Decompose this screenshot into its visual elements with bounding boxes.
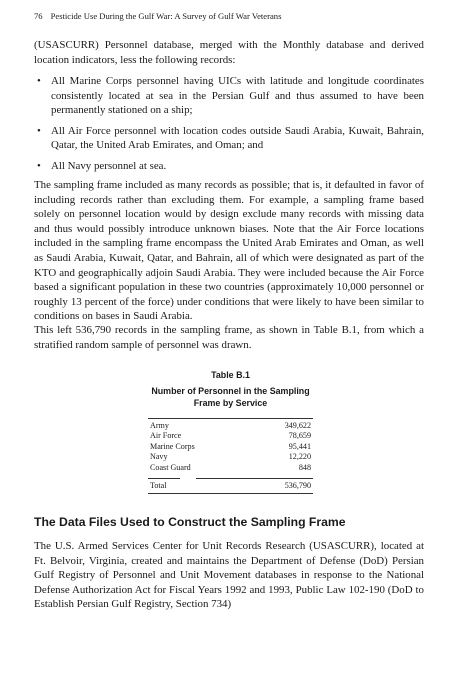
service-cell: Coast Guard — [150, 462, 191, 472]
list-item: • All Navy personnel at sea. — [34, 159, 424, 174]
data-files-block — [34, 539, 424, 612]
exclusion-list-block — [34, 74, 424, 174]
exclusion-list — [34, 74, 424, 174]
table-row — [148, 463, 313, 473]
total-label: Total — [150, 481, 167, 490]
intro-block — [34, 38, 424, 67]
table-row — [148, 431, 313, 441]
records-left-block — [34, 323, 424, 352]
count-cell: 95,441 — [288, 441, 311, 451]
section-heading: The Data Files Used to Construct the Sampling Frame — [34, 515, 346, 529]
personnel-table — [148, 421, 313, 473]
table-row — [148, 452, 313, 462]
running-header — [34, 11, 281, 21]
sampling-frame-block — [34, 178, 424, 324]
table-title-line-2: Frame by Service — [193, 398, 268, 408]
page-number: 76 — [34, 11, 43, 21]
table-bottom-rule — [148, 493, 313, 494]
total-rule-right — [196, 478, 313, 479]
count-cell: 12,220 — [288, 452, 311, 462]
table-row-total — [148, 481, 313, 491]
list-item: • All Air Force personnel with location codes outside Saudi Arabia, Kuwait, Bahrain, Qatar, the United Arab Emirates, and Oman; and — [34, 124, 424, 153]
table-number: Table B.1 — [211, 370, 250, 380]
count-cell: 848 — [298, 462, 311, 472]
table-title-line-1: Number of Personnel in the Sampling — [151, 386, 310, 396]
records-left-paragraph: This left 536,790 records in the sampling frame, as shown in Table B.1, from which a stratified random sample of personnel was drawn. — [34, 324, 424, 351]
list-item: • All Marine Corps personnel having UICs with latitude and longitude coordinates consistently located at sea in the Persian Gulf and thus assumed to have been permanently stationed on a ship; — [34, 74, 424, 118]
service-cell: Navy — [150, 452, 168, 462]
running-title: Pesticide Use During the Gulf War: A Survey of Gulf War Veterans — [50, 11, 282, 21]
total-rule-left — [148, 478, 180, 479]
intro-paragraph: (USASCURR) Personnel database, merged with the Monthly database and derived location indicators, less the following records: — [34, 39, 424, 66]
count-cell: 349,622 — [284, 421, 311, 430]
table-top-rule — [148, 418, 313, 419]
data-files-paragraph: The U.S. Armed Services Center for Unit Records Research (USASCURR), located at Ft. Belvoir, Virginia, created and maintains the Department of Defense (DoD) Persian Gulf Registry of Personnel and Unit Movement databases in response to the National Defense Authorization Act for Fiscal Years 1992 and 1993, Public Law 102-190 (DoD to Establish Persian Gulf Registry, Section 734) — [34, 540, 424, 611]
count-cell: 78,659 — [288, 431, 311, 441]
total-table — [148, 481, 313, 491]
sampling-frame-paragraph: The sampling frame included as many records as possible; that is, it defaulted in favor of including records rather than excluding them. For example, a sampling frame based solely on personnel location would by design exclude many records with missing data and thus would possibly introduce unknown biases. Note that the Air Force locations included in the sampling frame encompass the United Arab Emirates and Oman, as well as Saudi Arabia, Kuwait, Qatar, and Bahrain, all of which were designated as part of the KTO and geographically adjoin Saudi Arabia. They were included because the Air Force based a significant population in these two countries (approximately 10,000 personnel or roughly 13 percent of the force) under conditions that were likely to have been similar to conditions on bases in Saudi Arabia. — [34, 179, 424, 323]
table-row — [148, 421, 313, 431]
service-cell: Marine Corps — [150, 441, 195, 451]
service-cell: Army — [150, 421, 169, 430]
total-value: 536,790 — [284, 481, 311, 490]
service-cell: Air Force — [150, 431, 182, 441]
table-row — [148, 442, 313, 452]
